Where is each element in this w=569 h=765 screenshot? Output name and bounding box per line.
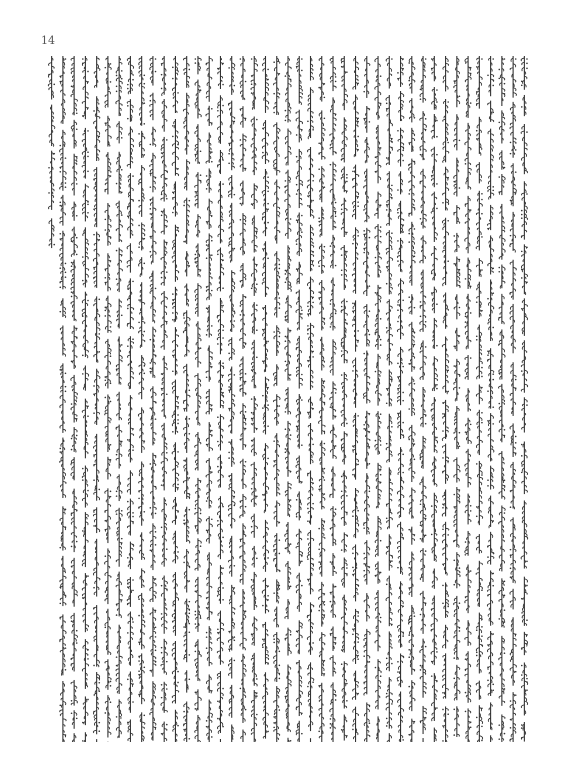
- text-column: [105, 56, 112, 742]
- text-column: [397, 56, 404, 742]
- text-column: [127, 56, 134, 742]
- text-column: [408, 56, 415, 742]
- text-column: [217, 56, 224, 742]
- text-column: [318, 56, 325, 742]
- text-column: [59, 56, 66, 742]
- text-column: [285, 56, 292, 742]
- text-column: [476, 56, 483, 742]
- text-columns: [46, 56, 530, 742]
- text-column: [161, 56, 168, 742]
- text-column: [240, 56, 247, 742]
- text-column: [150, 56, 157, 741]
- text-column: [431, 56, 438, 742]
- text-column: [442, 56, 449, 742]
- mongolian-vertical-text-block: [46, 56, 530, 742]
- page-number: 14: [41, 34, 55, 47]
- text-column: [273, 56, 280, 742]
- text-column: [352, 56, 359, 742]
- text-column: [510, 56, 517, 742]
- text-column: [48, 56, 55, 248]
- text-column: [172, 56, 179, 742]
- text-column: [93, 56, 100, 742]
- text-column: [330, 56, 337, 742]
- text-column: [420, 56, 427, 742]
- text-column: [521, 56, 528, 742]
- text-column: [307, 56, 314, 742]
- text-column: [206, 56, 213, 742]
- text-column: [386, 56, 393, 742]
- text-column: [195, 56, 202, 742]
- text-column: [341, 56, 348, 741]
- text-column: [296, 56, 303, 742]
- text-column: [375, 56, 382, 742]
- text-column: [487, 56, 494, 742]
- text-column: [465, 56, 472, 742]
- text-column: [138, 56, 145, 742]
- text-column: [498, 56, 505, 742]
- text-column: [228, 56, 235, 742]
- text-column: [262, 56, 269, 739]
- text-column: [71, 56, 78, 742]
- text-column: [251, 56, 258, 742]
- text-column: [183, 56, 190, 742]
- text-column: [363, 56, 370, 742]
- text-column: [453, 56, 460, 737]
- text-column: [116, 56, 123, 738]
- text-column: [82, 56, 89, 742]
